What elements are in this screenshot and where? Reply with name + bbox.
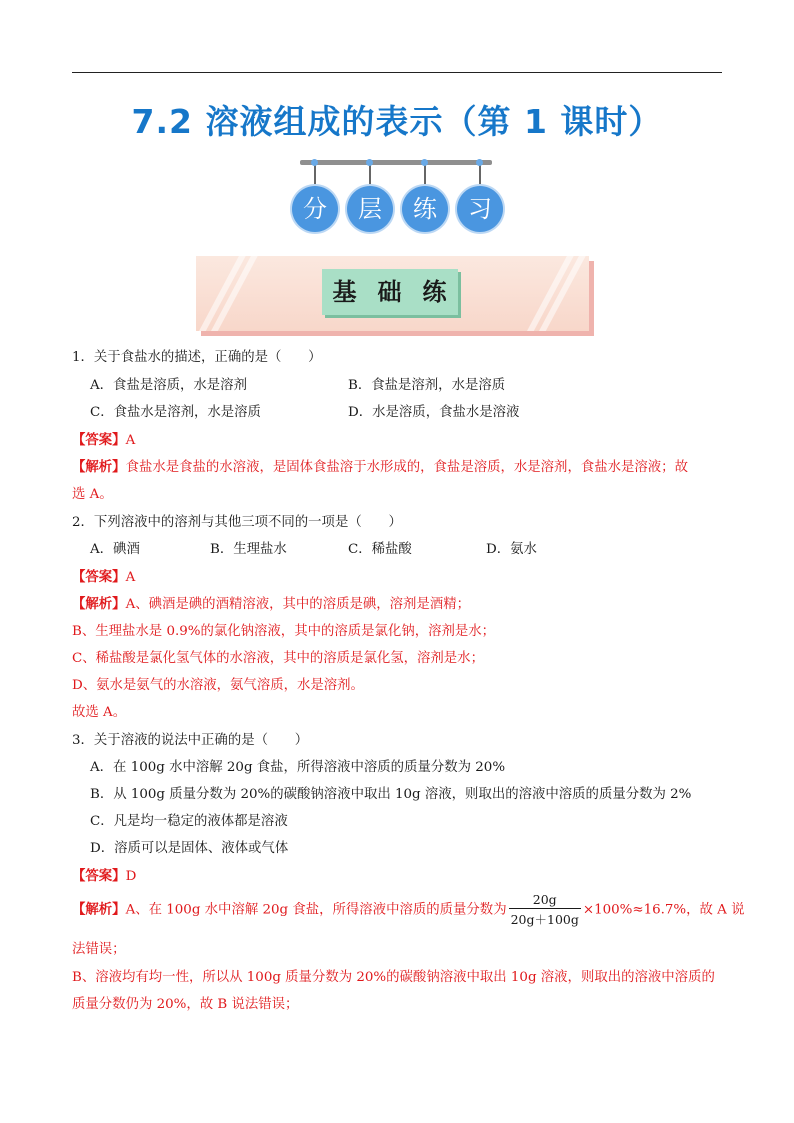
question-3-option-d: D．溶质可以是固体、液体或气体 (90, 841, 289, 856)
question-3-analysis-a-cont: 法错误； (72, 942, 126, 957)
question-2-answer: 【答案】A (72, 569, 136, 585)
section-char-3: 练 (422, 278, 447, 306)
question-2-stem: 2．下列溶液中的溶剂与其他三项不同的一项是（ ） (72, 515, 402, 530)
layered-practice-banner (290, 158, 502, 236)
question-1-analysis: 【解析】食盐水是食盐的水溶液，是固体食盐溶于水形成的，食盐是溶质，水是溶剂，食盐水是溶液；故 (72, 459, 688, 475)
question-3-option-b: B．从 100g 质量分数为 20%的碳酸钠溶液中取出 10g 溶液，则取出的溶液中溶质的质量分数为 2% (90, 787, 692, 802)
section-char-2: 础 (377, 278, 402, 306)
question-2-analysis-b: B、生理盐水是 0.9%的氯化钠溶液，其中的溶质是氯化钠，溶剂是水； (72, 624, 496, 639)
page-title: 7.2 溶液组成的表示（第 1 课时） (131, 102, 663, 141)
section-header-basic-practice (196, 256, 594, 336)
banner-hanging-bar (300, 160, 492, 165)
question-1-option-c: C．食盐水是溶剂，水是溶质 (90, 405, 261, 420)
banner-char-4: 习 (457, 186, 503, 232)
question-1-analysis-cont: 选 A。 (72, 487, 113, 502)
question-2-option-a: A．碘酒 (90, 542, 140, 557)
question-3-option-c: C．凡是均一稳定的液体都是溶液 (90, 814, 288, 829)
question-3-option-a: A．在 100g 水中溶解 20g 食盐，所得溶液中溶质的质量分数为 20% (90, 760, 506, 775)
question-1-option-a: A．食盐是溶质，水是溶剂 (90, 378, 247, 393)
question-1-option-b: B．食盐是溶剂，水是溶质 (348, 378, 506, 393)
question-2-option-b: B．生理盐水 (210, 542, 287, 557)
question-2-analysis-d: D、氨水是氨气的水溶液，氨气溶质，水是溶剂。 (72, 678, 364, 693)
question-3-analysis-a: 【解析】A、在 100g 水中溶解 20g 食盐，所得溶液中溶质的质量分数为 $\frac{20g}{20g+100g}$ ×100%≈16.7%，故 A 说 (72, 892, 745, 927)
banner-char-1: 分 (292, 186, 338, 232)
banner-char-2: 层 (347, 186, 393, 232)
question-3-answer: 【答案】D (72, 868, 137, 884)
question-3-analysis-b-cont: 质量分数仍为 20%，故 B 说法错误； (72, 997, 299, 1012)
section-title-plate (322, 269, 458, 315)
question-2-analysis: 【解析】A、碘酒是碘的酒精溶液，其中的溶质是碘，溶剂是酒精； (72, 596, 470, 612)
banner-char-3: 练 (402, 186, 448, 232)
question-2-analysis-c: C、稀盐酸是氯化氢气体的水溶液，其中的溶质是氯化氢，溶剂是水； (72, 651, 484, 666)
question-3-stem: 3．关于溶液的说法中正确的是（ ） (72, 733, 309, 748)
section-char-1: 基 (332, 278, 357, 306)
question-1-answer: 【答案】A (72, 432, 136, 448)
mass-fraction-formula: $\frac{20g}{20g+100g}$ (510, 892, 579, 927)
header-rule (72, 72, 722, 73)
question-3-analysis-b: B、溶液均有均一性，所以从 100g 质量分数为 20%的碳酸钠溶液中取出 10g 溶液，则取出的溶液中溶质的 (72, 970, 715, 985)
question-2-conclusion: 故选 A。 (72, 705, 127, 720)
question-2-option-c: C．稀盐酸 (348, 542, 412, 557)
question-2-option-d: D．氨水 (486, 542, 537, 557)
question-1-option-d: D．水是溶质，食盐水是溶液 (348, 405, 520, 420)
question-1-stem: 1．关于食盐水的描述，正确的是（ ） (72, 350, 322, 365)
